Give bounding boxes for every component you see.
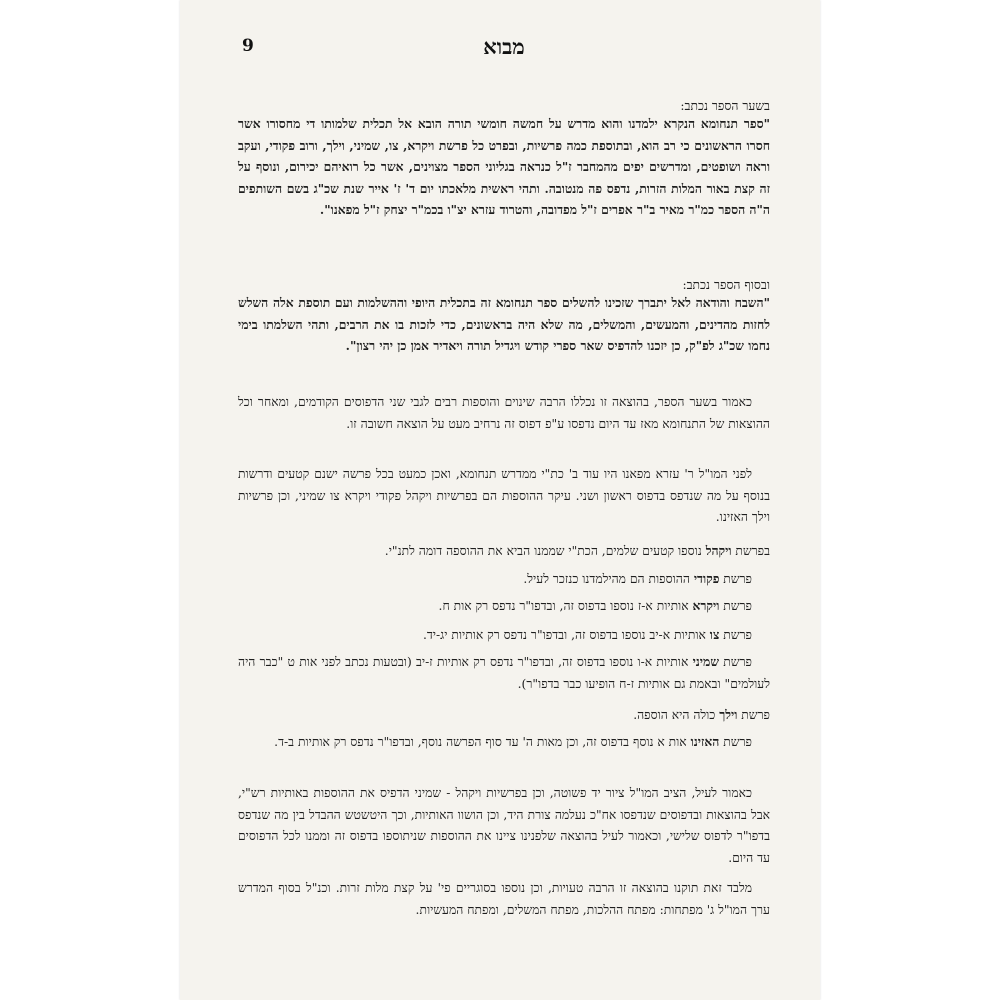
- text-run: אותיות א-ו נוספו בדפוס זה, ובדפו"ר נדפס רק אותיות ז-יב (ובטעות נכתב לפני אות ט "כבר היה לעולמים" ובאמת גם אותיות ז-ח הופיעו כבר בדפו"ר).: [238, 655, 770, 691]
- text-run: פרשת: [719, 599, 752, 613]
- text-run: ההוספות הם מהילמדנו כנזכר לעיל.: [523, 572, 694, 586]
- parasha-name: שמיני: [692, 654, 720, 669]
- colophon-quote: "השבח והודאה לאל יתברך שזכינו להשלים ספר תנחומא זה בתכלית היופי וההשלמות ועם תוספת אלה השלש לחזות מהדינים, והמעשים, והמשלים, מה שלא היה בראשונים, כדי לזכות בו את הרבים, ותהי השלמתו בימי נחמו שכ"ג לפ"ק, כן יזכנו להדפיס שאר ספרי קודש ויגדיל תורה ויאדיר אמן כן יהי רצון".: [238, 295, 770, 353]
- page-header: [238, 34, 770, 64]
- paragraph-vayakhel: [238, 540, 770, 563]
- text-run: פרשת: [719, 655, 752, 669]
- paragraph-tzav: [238, 624, 770, 647]
- title-page-quote: "ספר תנחומא הנקרא ילמדנו והוא מדרש על חמשה חומשי תורה הובא אל תכלית שלמותו די מחסורו אשר חסרו הראשונים כי רב הוא, ובתוספת כמה פרשיות, ובפרט כל פרשת ויקרא, צו, שמיני, וילך, ורוב פקודי, ועקב וראה ושופטים, ומדרשים יפים מהמחבר ז"ל כנראה בגליוני הספר מצוינים, אשר כל רואיהם יכירום, ונוסף על זה קצת באור המלות הזרות, נדפס פה מנטובה. ותהי ראשית מלאכתו יום ד' ז' אייר שנת שכ"ג בשם השותפים ה"ה הספר כמ"ר מאיר ב"ר אפרים ז"ל מפדובה, והטרוד עזרא יצ"ו בכמ"ר יצחק ז"ל מפאנו".: [238, 116, 770, 217]
- paragraph-pekudei: [238, 568, 770, 591]
- page-title: מבוא: [483, 34, 525, 59]
- text-run: פרשת: [737, 708, 770, 722]
- parasha-name: צו: [709, 627, 720, 642]
- text-run: פרשת: [719, 628, 752, 642]
- paragraph-hand-symbol: כאמור לעיל, הציב המו"ל ציור יד פשוטה, וכן בפרשיות ויקהל - שמיני הדפיס את ההוספות באותיות רש"י, אבל בהוצאות ובדפוסים שנדפסו אח"כ נעלמה צורת היד, וכן הושוו האותיות, וכך היטשטש ההבדל בין מה שנדפס בדפו"ר לדפוס שלישי, וכאמור לעיל בהוצאה שלפנינו ציינו את ההוספות שניתוספו בדפוס זה וממנו לכל הדפוסים עד היום.: [238, 786, 770, 865]
- parasha-name: וילך: [719, 707, 738, 722]
- text-run: אותיות א-ז נוספו בדפוס זה, ובדפו"ר נדפס רק אות ח.: [438, 599, 693, 613]
- paragraph-corrections: מלבד זאת תוקנו בהוצאה זו הרבה טעויות, וכן נוספו בסוגריים פי' על קצת מלות זרות. וכנ"ל בסוף המדרש ערך המו"ל ג' מפתחות: מפתח ההלכות, מפתח המשלים, ומפתח המעשיות.: [238, 881, 770, 917]
- paragraph-manuscripts: לפני המו"ל ר' עזרא מפאנו היו עוד ב' כת"י ממדרש תנחומא, ואכן כמעט בכל פרשה ישנם קטעים ודרשות בנוסף על מה שנדפס בדפוס ראשון ושני. עיקר ההוספות הם בפרשיות ויקהל פקודי ויקרא צו שמיני, וכן פרשיות וילך האזינו.: [238, 467, 770, 524]
- paragraph-haazinu: [238, 731, 770, 754]
- paragraph-vayikra: [238, 595, 770, 618]
- parasha-name: ויקהל: [705, 543, 732, 558]
- paragraph-vayelech: [238, 704, 770, 727]
- parasha-name: ויקרא: [692, 598, 720, 613]
- paragraph-shemini: [238, 651, 770, 695]
- page-number: 9: [242, 36, 254, 56]
- colophon-label: ובסוף הספר נכתב:: [682, 278, 770, 292]
- book-page: [180, 0, 820, 1000]
- parasha-name: האזינו: [690, 734, 720, 749]
- text-run: נוספו קטעים שלמים, הכת"י שממנו הביא את ההוספה דומה לתנ"י.: [384, 544, 706, 558]
- paragraph-intro: כאמור בשער הספר, בהוצאה זו נכללו הרבה שינוים והוספות רבים לגבי שני הדפוסים הקודמים, ומאחר וכל ההוצאות של התנחומא מאז עד היום נדפסו ע"פ דפוס זה נרחיב מעט על הוצאה חשובה זו.: [238, 395, 770, 431]
- text-run: כולה היא הוספה.: [633, 708, 720, 722]
- text-run: בפרשת: [731, 544, 770, 558]
- text-run: פרשת: [719, 572, 752, 586]
- text-run: אות א נוסף בדפוס זה, וכן מאות ה' עד סוף הפרשה נוסף, ובדפו"ר נדפס רק אותיות ב-ד.: [274, 735, 691, 749]
- title-page-label: בשער הספר נכתב:: [680, 99, 770, 113]
- text-run: אותיות א-יב נוספו בדפוס זה, ובדפו"ר נדפס רק אותיות יג-יד.: [422, 628, 710, 642]
- text-run: פרשת: [719, 735, 752, 749]
- parasha-name: פקודי: [693, 571, 720, 586]
